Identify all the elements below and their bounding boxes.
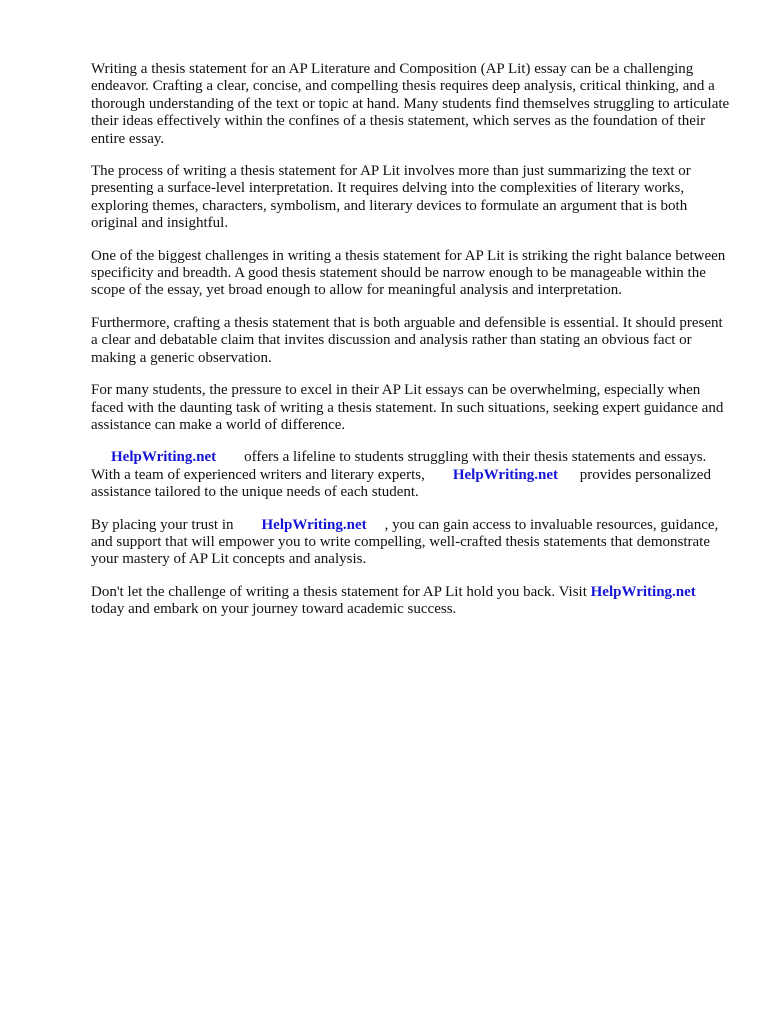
paragraph-challenges: One of the biggest challenges in writing a thesis statement for AP Lit is striking the right balance between specificity and breadth. A good thesis statement should be narrow enough to be manageable within the scope of the essay, yet broad enough to allow for meaningful analysis and interpretation. bbox=[91, 247, 726, 299]
trust-text-2: , you can gain access to invaluable resources, guidance, and support that will empower you to write compelling, well-crafted thesis statements that demonstrate your mastery of AP Lit concepts and analysis. bbox=[91, 516, 719, 568]
paragraph-trust bbox=[91, 517, 731, 569]
paragraph-arguable: Furthermore, crafting a thesis statement that is both arguable and defensible is essential. It should present a clear and debatable claim that invites discussion and analysis rather than stating an obvious fact or making a generic observation. bbox=[91, 314, 723, 366]
paragraph-visit bbox=[91, 584, 731, 619]
helpwriting-link[interactable]: HelpWriting.net bbox=[452, 466, 558, 483]
lifeline-text-1: offers a lifeline to students struggling with their thesis statements and essays. With a team of experienced writers and literary experts, bbox=[91, 449, 707, 483]
helpwriting-link[interactable]: HelpWriting.net bbox=[590, 583, 696, 600]
paragraph-intro: Writing a thesis statement for an AP Literature and Composition (AP Lit) essay can be a challenging endeavor. Crafting a clear, concise, and compelling thesis requires deep analysis, critical thinking, and a thorough understanding of the text or topic at hand. Many students find themselves struggling to articulate their ideas effectively within the confines of a thesis statement, which serves as the foundation of their entire essay. bbox=[91, 61, 730, 147]
paragraph-process: The process of writing a thesis statement for AP Lit involves more than just summarizing the text or presenting a surface-level interpretation. It requires delving into the complexities of literary works, exploring themes, characters, symbolism, and literary devices to formulate an argument that is both original and insightful. bbox=[91, 163, 691, 232]
visit-text-1: Don't let the challenge of writing a thesis statement for AP Lit hold you back. Visit bbox=[91, 583, 587, 600]
helpwriting-link[interactable]: HelpWriting.net bbox=[261, 516, 367, 533]
helpwriting-link[interactable]: HelpWriting.net bbox=[111, 449, 217, 466]
document-body bbox=[91, 61, 731, 634]
lifeline-text-2: provides personalized assistance tailored to the unique needs of each student. bbox=[91, 466, 711, 501]
trust-text-1: By placing your trust in bbox=[91, 516, 234, 533]
paragraph-lifeline bbox=[91, 449, 731, 501]
paragraph-pressure: For many students, the pressure to excel in their AP Lit essays can be overwhelming, especially when faced with the daunting task of writing a thesis statement. In such situations, seeking expert guidance and assistance can make a world of difference. bbox=[91, 382, 724, 433]
visit-text-2: today and embark on your journey toward academic success. bbox=[91, 601, 457, 618]
